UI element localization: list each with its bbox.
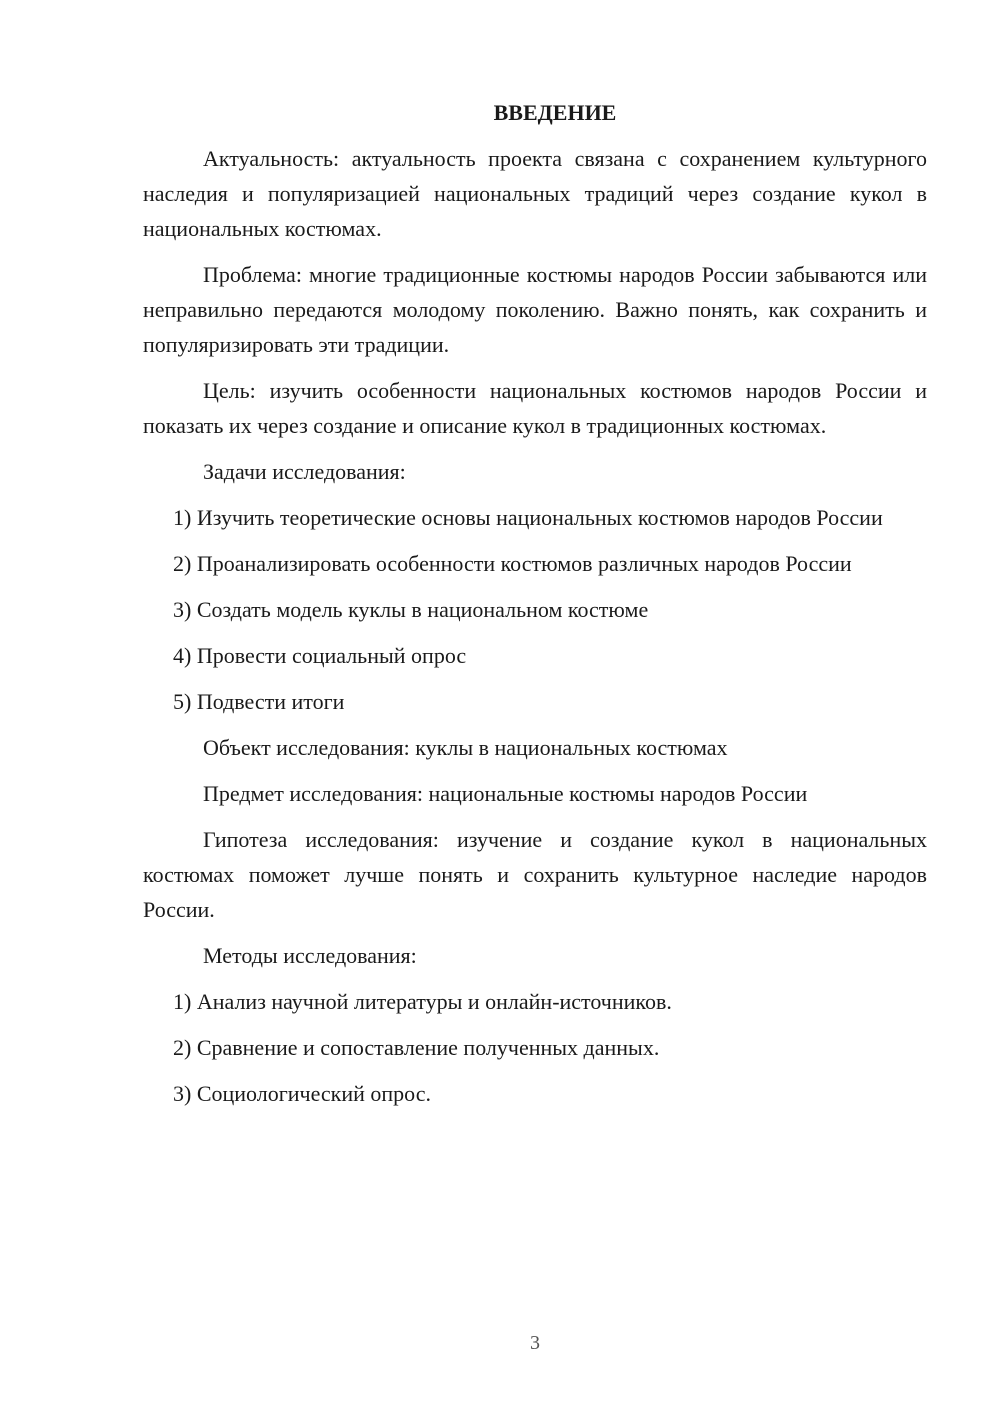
task-item-4: 4) Провести социальный опрос: [173, 643, 467, 668]
task-item-2: 2) Проанализировать особенности костюмов различных народов России: [173, 551, 852, 576]
task-item-1: 1) Изучить теоретические основы национальных костюмов народов России: [173, 505, 883, 530]
tasks-label: Задачи исследования:: [203, 459, 406, 484]
methods-label: Методы исследования:: [203, 943, 417, 968]
page-number: 3: [530, 1332, 540, 1354]
task-item-3: 3) Создать модель куклы в национальном костюме: [173, 597, 649, 622]
section-heading: ВВЕДЕНИЕ: [493, 100, 617, 125]
document-body: [143, 95, 927, 1122]
subject-paragraph: Предмет исследования: национальные костюмы народов России: [203, 781, 808, 806]
goal-paragraph: Цель: изучить особенности национальных костюмов народов России и показать их через создание и описание кукол в традиционных костюмах.: [143, 378, 927, 438]
hypothesis-paragraph: Гипотеза исследования: изучение и создание кукол в национальных костюмах поможет лучше понять и сохранить культурное наследие народов России.: [143, 827, 927, 922]
task-item-5: 5) Подвести итоги: [173, 689, 345, 714]
relevance-paragraph: Актуальность: актуальность проекта связана с сохранением культурного наследия и популяризацией национальных традиций через создание кукол в национальных костюмах.: [143, 146, 927, 241]
problem-paragraph: Проблема: многие традиционные костюмы народов России забываются или неправильно передаются молодому поколению. Важно понять, как сохранить и популяризировать эти традиции.: [143, 262, 927, 357]
method-item-3: 3) Социологический опрос.: [173, 1081, 431, 1106]
method-item-2: 2) Сравнение и сопоставление полученных данных.: [173, 1035, 660, 1060]
object-paragraph: Объект исследования: куклы в национальных костюмах: [203, 735, 728, 760]
method-item-1: 1) Анализ научной литературы и онлайн-источников.: [173, 989, 672, 1014]
